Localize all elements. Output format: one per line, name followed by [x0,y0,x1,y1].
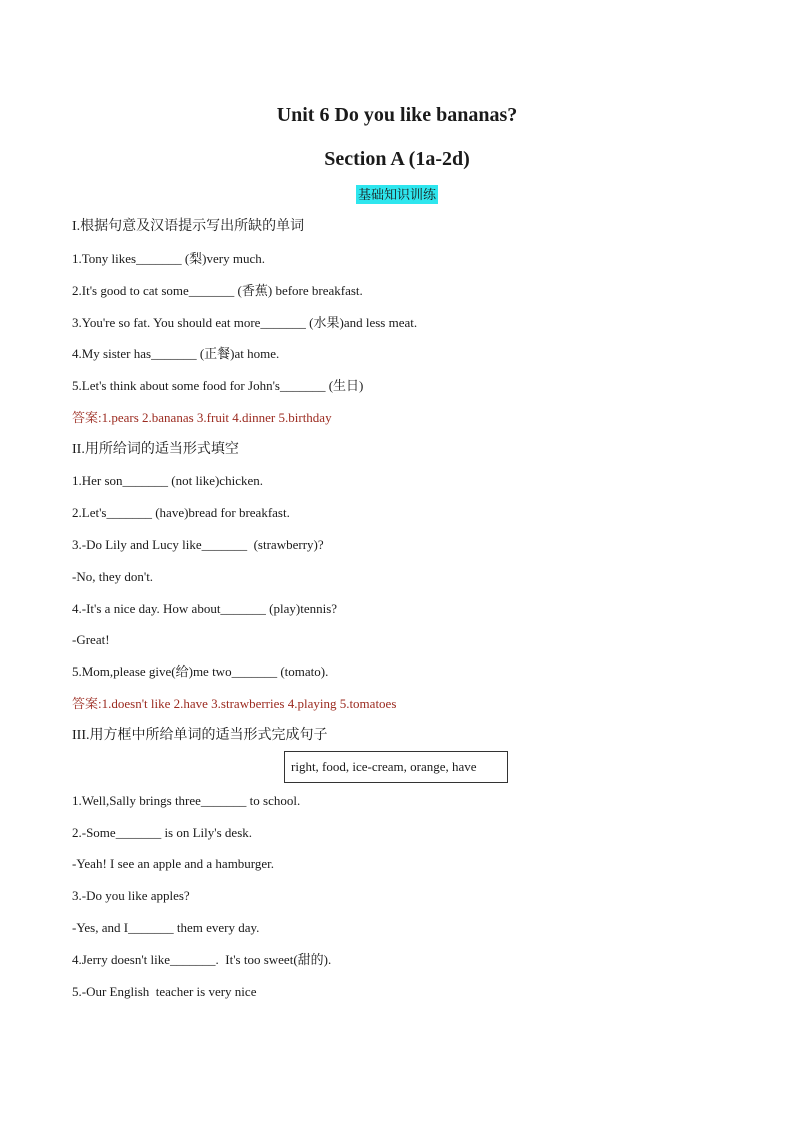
section3-heading: III.用方框中所给单词的适当形式完成句子 [72,728,328,743]
exercise-item: 2.Let's_______ (have)bread for breakfast. [72,505,290,520]
exercise-item: 2.-Some_______ is on Lily's desk. [72,825,253,840]
exercise-item: 3.You're so fat. You should eat more_______ (水果)and less meat. [72,315,418,330]
exercise-item: 3.-Do Lily and Lucy like_______ (strawberry)? [72,537,324,552]
section-badge: 基础知识训练 [357,187,436,202]
exercise-item: -Yeah! I see an apple and a hamburger. [72,856,275,871]
exercise-item: -Great! [72,632,110,647]
answer-key: 答案:1.doesn't like 2.have 3.strawberries 4.playing 5.tomatoes [72,696,397,711]
exercise-item: 5.Let's think about some food for John's_______ (生日) [72,378,364,393]
exercise-item: 3.-Do you like apples? [72,888,190,903]
exercise-item: -No, they don't. [72,569,154,584]
exercise-item: 4.Jerry doesn't like_______. It's too sweet(甜的). [72,952,332,967]
exercise-item: 5.-Our English teacher is very nice [72,984,257,999]
badge-container [0,185,794,204]
page-subtitle: Section A (1a-2d) [324,148,470,170]
answer-key: 答案:1.pears 2.bananas 3.fruit 4.dinner 5.birthday [72,410,332,425]
exercise-item: 5.Mom,please give(给)me two_______ (tomato). [72,664,329,679]
section1-heading: I.根据句意及汉语提示写出所缺的单词 [72,219,305,234]
exercise-item: -Yes, and I_______ them every day. [72,920,260,935]
word-bank-box: right, food, ice-cream, orange, have [284,751,508,783]
exercise-item: 1.Well,Sally brings three_______ to school. [72,793,301,808]
section2-heading: II.用所给词的适当形式填空 [72,442,239,457]
exercise-item: 4.My sister has_______ (正餐)at home. [72,346,280,361]
exercise-item: 4.-It's a nice day. How about_______ (play)tennis? [72,601,338,616]
exercise-item: 1.Tony likes_______ (梨)very much. [72,251,265,266]
exercise-item: 2.It's good to cat some_______ (香蕉) before breakfast. [72,283,363,298]
page-title: Unit 6 Do you like bananas? [276,104,518,126]
exercise-item: 1.Her son_______ (not like)chicken. [72,473,263,488]
